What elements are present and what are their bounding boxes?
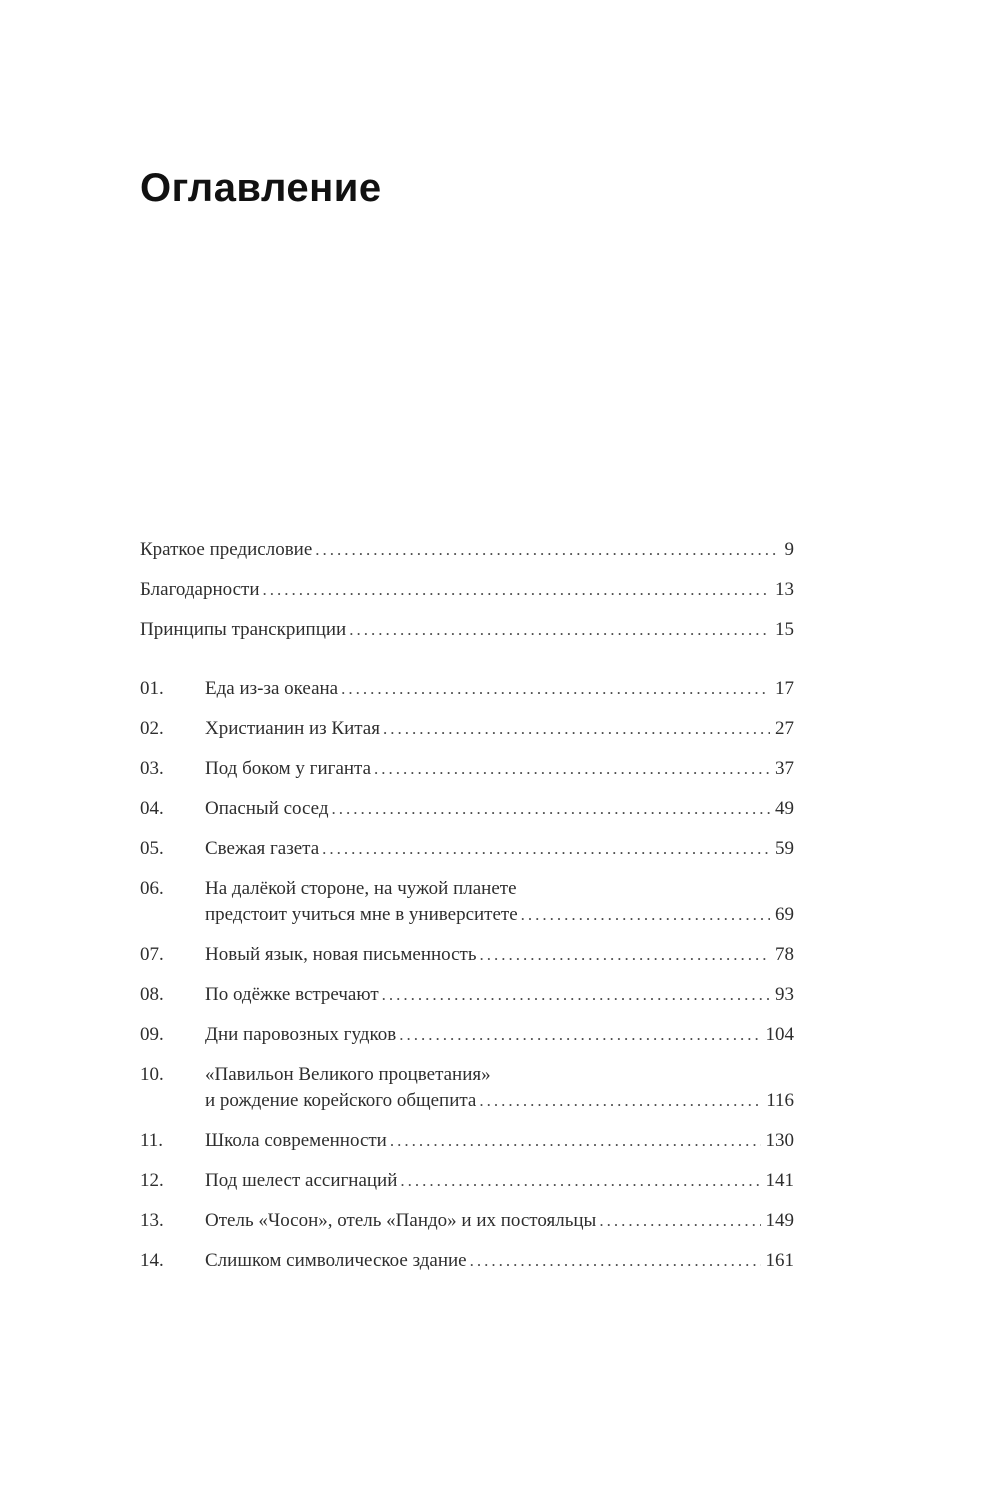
page-number: 104: [765, 1024, 794, 1045]
chapter-entry: [140, 676, 794, 702]
page-number: 49: [775, 798, 794, 819]
entry-title: Опасный сосед: [205, 798, 329, 819]
chapter-entry-body: [205, 836, 794, 862]
page-number: 69: [775, 904, 794, 925]
entry-title: Слишком символическое здание: [205, 1250, 467, 1271]
chapter-entry: [140, 716, 794, 742]
toc-line: [205, 676, 794, 702]
entry-title: На далёкой стороне, на чужой планете: [205, 878, 517, 899]
chapter-number: 01.: [140, 678, 164, 699]
dot-leader: [399, 1022, 760, 1048]
chapter-number: 06.: [140, 878, 164, 899]
toc-line: [205, 902, 794, 928]
chapter-entry-body: [205, 716, 794, 742]
page-number: 149: [765, 1210, 794, 1231]
dot-leader: [390, 1128, 761, 1154]
entry-title: Свежая газета: [205, 838, 320, 859]
dot-leader: [349, 618, 770, 642]
chapter-number: 08.: [140, 984, 164, 1005]
chapter-entry: [140, 1168, 794, 1194]
toc-line: [140, 578, 794, 602]
toc-line: [205, 1168, 794, 1194]
page-number: 141: [765, 1170, 794, 1191]
page-number: 59: [775, 838, 794, 859]
page-number: 78: [775, 944, 794, 965]
dot-leader: [599, 1208, 760, 1234]
toc-line: [205, 716, 794, 742]
toc-line: [205, 1088, 794, 1114]
chapter-entry-body: [205, 1208, 794, 1234]
chapter-entry: [140, 942, 794, 968]
toc-line: [205, 1062, 794, 1088]
chapter-number: 13.: [140, 1210, 164, 1231]
entry-title: По одёжке встречают: [205, 984, 379, 1005]
toc-line: [205, 942, 794, 968]
dot-leader: [315, 538, 779, 562]
front-matter-entry: [140, 538, 794, 562]
entry-title: Принципы транскрипции: [140, 619, 347, 640]
chapter-entry-body: [205, 796, 794, 822]
toc-line: [205, 876, 794, 902]
chapter-entry-body: [205, 1128, 794, 1154]
chapter-number: 10.: [140, 1064, 164, 1085]
chapter-entry-body: [205, 756, 794, 782]
chapter-entry: [140, 1062, 794, 1114]
entry-title: предстоит учиться мне в университете: [205, 904, 518, 925]
chapter-entry: [140, 1128, 794, 1154]
page-number: 13: [775, 579, 794, 600]
dot-leader: [383, 716, 770, 742]
chapter-entry: [140, 1248, 794, 1274]
chapter-number: 07.: [140, 944, 164, 965]
chapter-entry-body: [205, 942, 794, 968]
dot-leader: [263, 578, 771, 602]
chapter-entry: [140, 796, 794, 822]
front-matter-entry: [140, 618, 794, 642]
toc-line: [205, 796, 794, 822]
entry-title: Под боком у гиганта: [205, 758, 372, 779]
chapter-entry: [140, 1022, 794, 1048]
chapter-entry-body: [205, 1248, 794, 1274]
dot-leader: [521, 902, 770, 928]
entry-title: Новый язык, новая письменность: [205, 944, 477, 965]
chapter-entry-body: [205, 1168, 794, 1194]
chapter-number: 09.: [140, 1024, 164, 1045]
front-matter-entry: [140, 578, 794, 602]
toc-content: [140, 0, 794, 1288]
entry-title: Христианин из Китая: [205, 718, 380, 739]
chapter-number: 03.: [140, 758, 164, 779]
dot-leader: [341, 676, 770, 702]
chapter-number: 02.: [140, 718, 164, 739]
dot-leader: [400, 1168, 760, 1194]
page-number: 93: [775, 984, 794, 1005]
dot-leader: [470, 1248, 761, 1274]
entry-title: Школа современности: [205, 1130, 387, 1151]
chapter-entry-body: [205, 1062, 794, 1114]
page-number: 17: [775, 678, 794, 699]
toc-line: [205, 982, 794, 1008]
page-number: 161: [765, 1250, 794, 1271]
page-number: 37: [775, 758, 794, 779]
chapter-entry-body: [205, 982, 794, 1008]
page-title: Оглавление: [140, 166, 382, 210]
page-number: 15: [775, 619, 794, 640]
chapter-entry-body: [205, 876, 794, 928]
dot-leader: [382, 982, 770, 1008]
entry-title: Краткое предисловие: [140, 539, 313, 560]
toc-line: [205, 1128, 794, 1154]
page-number: 27: [775, 718, 794, 739]
entry-title: «Павильон Великого процветания»: [205, 1064, 491, 1085]
toc-line: [205, 756, 794, 782]
chapter-number: 05.: [140, 838, 164, 859]
toc-line: [205, 1248, 794, 1274]
page-number: 116: [766, 1090, 794, 1111]
entry-title: и рождение корейского общепита: [205, 1090, 477, 1111]
chapter-entry: [140, 876, 794, 928]
chapter-entry: [140, 756, 794, 782]
dot-leader: [479, 1088, 761, 1114]
page-number: 9: [784, 539, 794, 560]
page-number: 130: [765, 1130, 794, 1151]
toc-line: [140, 538, 794, 562]
entry-title: Дни паровозных гудков: [205, 1024, 397, 1045]
chapter-number: 14.: [140, 1250, 164, 1271]
chapter-entry-body: [205, 1022, 794, 1048]
dot-leader: [332, 796, 770, 822]
chapter-entry-body: [205, 676, 794, 702]
entry-title: Благодарности: [140, 579, 260, 600]
chapter-entry: [140, 836, 794, 862]
dot-leader: [480, 942, 770, 968]
entry-title: Еда из-за океана: [205, 678, 339, 699]
chapter-number: 12.: [140, 1170, 164, 1191]
chapter-entry: [140, 982, 794, 1008]
chapter-list: [140, 676, 794, 1274]
entry-title: Под шелест ассигнаций: [205, 1170, 398, 1191]
toc-line: [205, 1022, 794, 1048]
entry-title: Отель «Чосон», отель «Пандо» и их постояльцы: [205, 1210, 597, 1231]
front-matter-list: [140, 538, 794, 642]
dot-leader: [374, 756, 770, 782]
toc-line: [205, 836, 794, 862]
chapter-number: 04.: [140, 798, 164, 819]
dot-leader: [322, 836, 770, 862]
chapter-entry: [140, 1208, 794, 1234]
chapter-number: 11.: [140, 1130, 164, 1151]
toc-line: [205, 1208, 794, 1234]
toc-line: [140, 618, 794, 642]
